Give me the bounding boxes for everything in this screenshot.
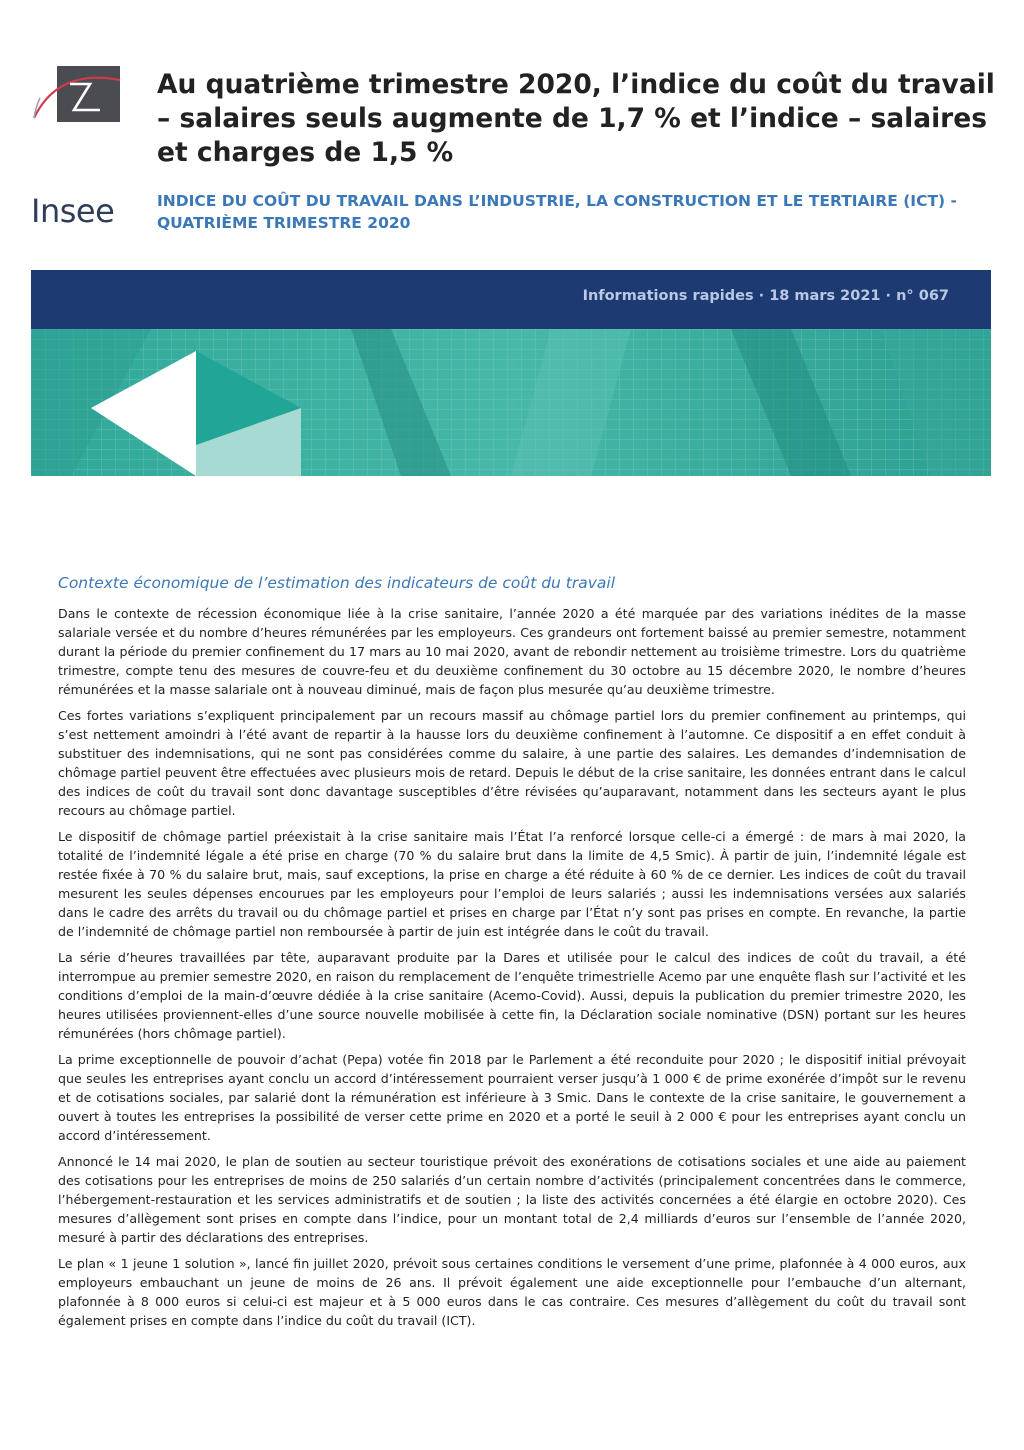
paragraph: La série d’heures travaillées par tête, auparavant produite par la Dares et utilisée pour le calcul des indices de coût du travail, a été interrompue au premier semestre 2020, en raison du remplacement de l’enquête trimestrielle Acemo par une enquête flash sur l’activité et les conditions d’emploi de la main-d’œuvre dédiée à la crise sanitaire (Acemo-Covid). Aussi, depuis la publication du premier trimestre 2020, les heures utilisées proviennent-elles d’une source nouvelle mobilisée à cette fin, la Déclaration sociale nominative (DSN) portant sur les heures rémunérées (hors chômage partiel). xyxy=(58,950,966,1041)
paragraph: Le dispositif de chômage partiel préexistait à la crise sanitaire mais l’État l’a renforcé lorsque celle-ci a émergé : de mars à mai 2020, la totalité de l’indemnité légale a été prise en charge (70 % du salaire brut dans la limite de 4,5 Smic). À partir de juin, l’indemnité légale est restée fixée à 70 % du salaire brut, mais, sauf exceptions, la prise en charge a été réduite à 60 % de ce dernier. Les indices de coût du travail mesurent les seules dépenses encourues par les employeurs pour l’emploi de leurs salariés ; aussi les indemnisations versées aux salariés dans le cadre des arrêts du travail ou du chômage partiel et prises en charge par l’État n’y sont pas prises en compte. En revanche, la partie de l’indemnité de chômage partiel non remboursée à partir de juin est intégrée dans le coût du travail. xyxy=(58,829,966,939)
paragraph: Annoncé le 14 mai 2020, le plan de soutien au secteur touristique prévoit des exonérations de cotisations sociales et une aide au paiement des cotisations pour les entreprises de moins de 250 salariés d’un certain nombre d’activités (principalement concentrées dans le commerce, l’hébergement-restauration et les services administratifs et de soutien ; la liste des activités concernées a été élargie en octobre 2020). Ces mesures d’allègement sont prises en compte dans l’indice, pour un montant total de 2,4 milliards d’euros sur l’ensemble de l’année 2020, mesuré à partir des déclarations des entreprises. xyxy=(58,1154,966,1245)
paragraph: Ces fortes variations s’expliquent principalement par un recours massif au chômage partiel lors du premier confinement au printemps, qui s’est nettement amoindri à l’été avant de repartir à la hausse lors du deuxième confinement à l’automne. Ce dispositif a en effet conduit à substituer des indemnisations, qui ne sont pas considérées comme du salaire, à une partie des salaires. Les demandes d’indemnisation de chômage partiel peuvent être effectuées avec plusieurs mois de retard. Depuis le début de la crise sanitaire, les données entrant dans le calcul des indices de coût du travail sont donc davantage susceptibles d’être révisées qu’auparavant, notamment dans les secteurs ayant le plus recours au chômage partiel. xyxy=(58,708,966,818)
building-banner-image xyxy=(31,329,991,476)
page-title: Au quatrième trimestre 2020, l’indice du coût du travail – salaires seuls augmente de 1,7 % et l’indice – salaires et charges de 1,5 % xyxy=(157,69,995,168)
logo-wordmark: Insee xyxy=(31,192,115,230)
page-subtitle: INDICE DU COÛT DU TRAVAIL DANS L’INDUSTRIE, LA CONSTRUCTION ET LE TERTIAIRE (ICT) - QUATRIÈME TRIMESTRE 2020 xyxy=(157,192,957,232)
insee-logo[interactable] xyxy=(28,66,128,230)
paragraph: Le plan « 1 jeune 1 solution », lancé fin juillet 2020, prévoit sous certaines conditions le versement d’une prime, plafonnée à 4 000 euros, aux employeurs embauchant un jeune de moins de 26 ans. Il prévoit également une aide exceptionnelle pour l’embauche d’un alternant, plafonnée à 8 000 euros si celui-ci est majeur et à 5 000 euros dans le cas contraire. Ces mesures d’allègement du coût du travail sont également prises en compte dans l’indice du coût du travail (ICT). xyxy=(58,1256,966,1328)
section-title: Contexte économique de l’estimation des indicateurs de coût du travail xyxy=(58,574,616,592)
publication-banner xyxy=(31,270,991,476)
banner-header-bar xyxy=(31,270,991,329)
publication-info: Informations rapides · 18 mars 2021 · n° 067 xyxy=(582,288,949,304)
insee-logo-icon xyxy=(28,66,128,126)
paragraph: La prime exceptionnelle de pouvoir d’achat (Pepa) votée fin 2018 par le Parlement a été reconduite pour 2020 ; le dispositif initial prévoyait que seules les entreprises ayant conclu un accord d’intéressement pourraient verser jusqu’à 1 000 € de prime exonérée d’impôt sur le revenu et de cotisations sociales, par salarié dont la rémunération est inférieure à 3 Smic. Dans le contexte de la crise sanitaire, le gouvernement a ouvert à toutes les entreprises la possibilité de verser cette prime en 2020 et a porté le seuil à 2 000 € pour les entreprises ayant conclu un accord d’intéressement. xyxy=(58,1052,966,1143)
paragraph: Dans le contexte de récession économique liée à la crise sanitaire, l’année 2020 a été marquée par des variations inédites de la masse salariale versée et du nombre d’heures rémunérées par les employeurs. Ces grandeurs ont fortement baissé au premier semestre, notamment durant la période du premier confinement du 17 mars au 10 mai 2020, avant de rebondir nettement au troisième trimestre. Lors du quatrième trimestre, compte tenu des mesures de couvre-feu et du deuxième confinement du 30 octobre au 15 décembre 2020, le nombre d’heures rémunérées et la masse salariale ont à nouveau diminué, mais de façon plus mesurée qu’au deuxième trimestre. xyxy=(58,606,966,697)
section-body xyxy=(58,604,966,1337)
